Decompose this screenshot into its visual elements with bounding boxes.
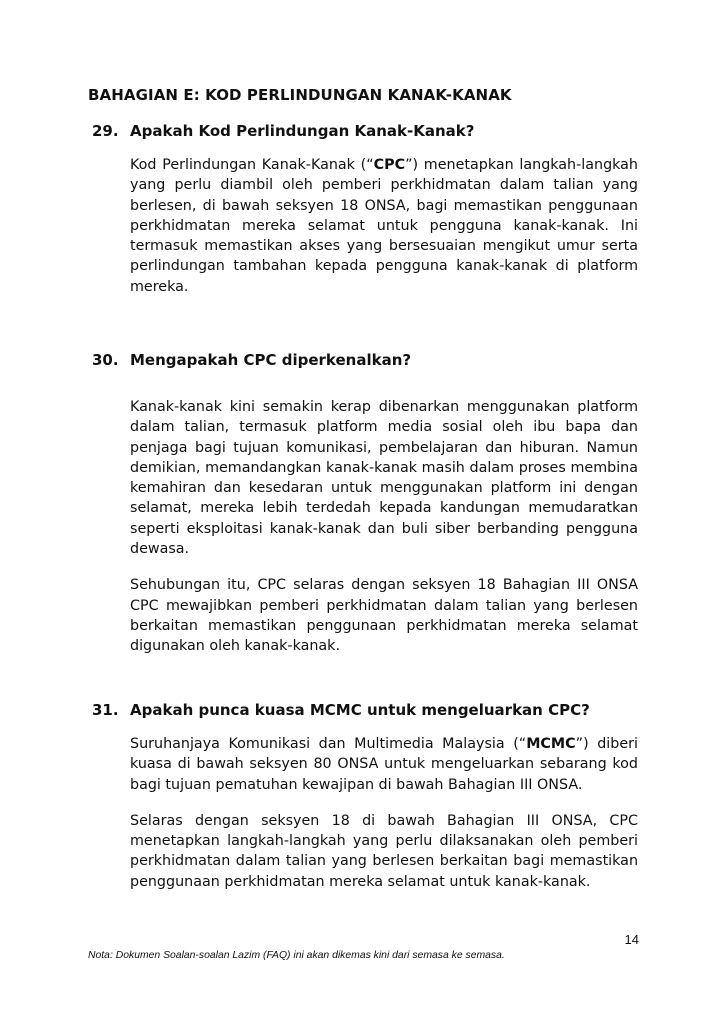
answer-paragraph: Kanak-kanak kini semakin kerap dibenarkan menggunakan platform dalam talian, termasuk platform media sosial oleh ibu bapa dan penjaga bagi tujuan komunikasi, pembelajaran dan hiburan. Namun demikian, memandangkan kanak-kanak masih dalam proses membina kemahiran dan kesedaran untuk menggunakan platform ini dengan selamat, mereka lebih terdedah kepada kandungan memudaratkan seperti eksploitasi kanak-kanak dan buli siber berbanding pengguna dewasa. — [130, 399, 638, 558]
page-number: 14 — [624, 932, 639, 947]
question-title: Apakah Kod Perlindungan Kanak-Kanak? — [130, 122, 475, 140]
answer-bold-term: CPC — [373, 157, 406, 173]
answer-paragraph: Sehubungan itu, CPC selaras dengan seksyen 18 Bahagian III ONSA CPC mewajibkan pemberi perkhidmatan dalam talian yang berlesen berkaitan memastikan penggunaan perkhidmatan mereka selamat digunakan oleh kanak-kanak. — [130, 577, 638, 655]
faq-item-31 — [92, 701, 652, 892]
question-number: 30. — [92, 351, 119, 369]
question-number: 31. — [92, 701, 119, 719]
section-title: BAHAGIAN E: KOD PERLINDUNGAN KANAK-KANAK — [88, 86, 512, 104]
question-title: Apakah punca kuasa MCMC untuk mengeluarkan CPC? — [130, 701, 590, 719]
question-title: Mengapakah CPC diperkenalkan? — [130, 351, 412, 369]
question-heading — [92, 122, 652, 140]
faq-item-30 — [92, 351, 652, 657]
answer-paragraph — [130, 155, 638, 297]
answer-paragraph — [130, 734, 638, 795]
question-heading — [92, 351, 652, 369]
answer-text: Suruhanjaya Komunikasi dan Multimedia Malaysia (“ — [130, 736, 527, 752]
answer-text: ”) diberi kuasa di bawah seksyen 80 ONSA untuk mengeluarkan sebarang kod bagi tujuan pematuhan kewajipan di bawah Bahagian III ONSA. — [130, 736, 638, 793]
faq-item-29 — [92, 122, 652, 297]
answer-text: Kod Perlindungan Kanak-Kanak (“ — [130, 157, 374, 173]
footnote: Nota: Dokumen Soalan-soalan Lazim (FAQ) ini akan dikemas kini dari semasa ke semasa. — [88, 950, 505, 961]
answer-paragraph: Selaras dengan seksyen 18 di bawah Bahagian III ONSA, CPC menetapkan langkah-langkah yang perlu dilaksanakan oleh pemberi perkhidmatan dalam talian yang berlesen berkaitan bagi memastikan penggunaan perkhidmatan mereka selamat untuk kanak-kanak. — [130, 812, 638, 890]
question-heading — [92, 701, 652, 719]
answer-bold-term: MCMC — [526, 736, 576, 752]
question-number: 29. — [92, 122, 119, 140]
answer-text: ”) menetapkan langkah-langkah yang perlu diambil oleh pemberi perkhidmatan dalam talian yang berlesen, di bawah seksyen 18 ONSA, bagi memastikan penggunaan perkhidmatan mereka selamat untuk pengguna kanak-kanak. Ini termasuk memastikan akses yang bersesuaian mengikut umur serta perlindungan tambahan kepada pengguna kanak-kanak di platform mereka. — [130, 157, 638, 295]
